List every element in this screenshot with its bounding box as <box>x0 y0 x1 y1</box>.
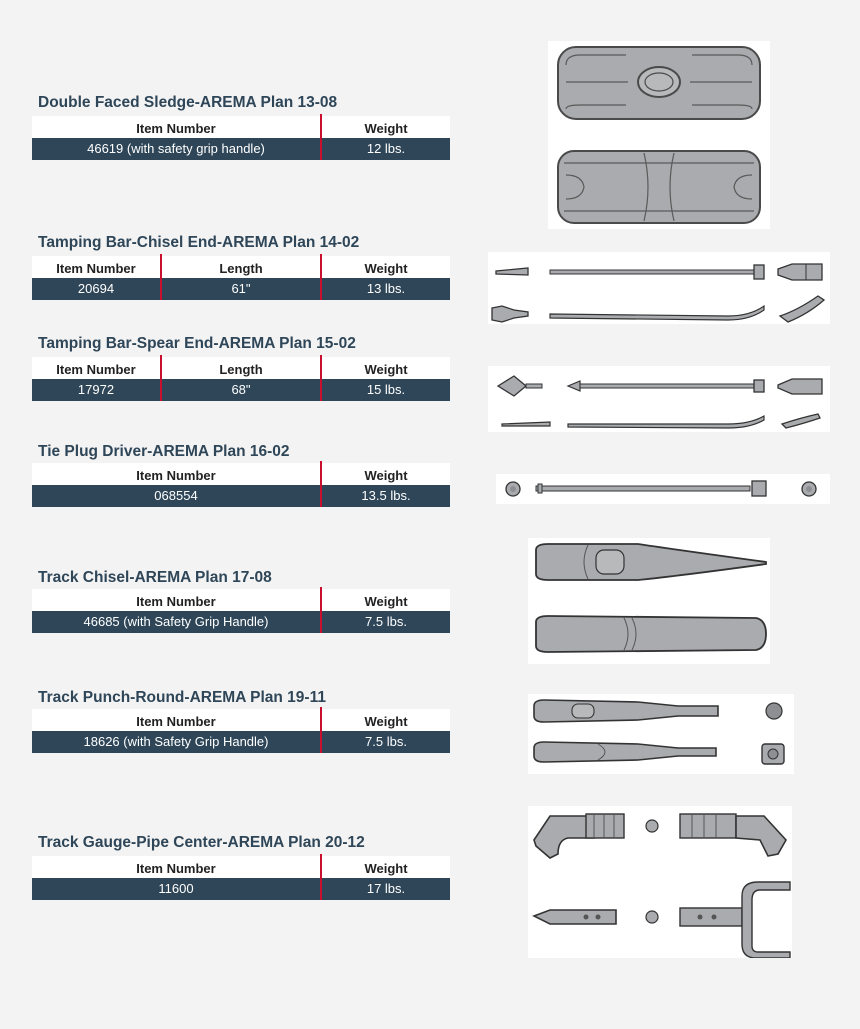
column-divider <box>320 587 322 633</box>
sledge-illustration <box>548 41 770 229</box>
tie-plug-driver-illustration <box>496 474 830 504</box>
table-row <box>32 138 450 160</box>
sledge-side-view <box>558 151 760 223</box>
column-divider <box>160 254 162 300</box>
header-weight: Weight <box>364 468 408 483</box>
tamping-bar-spear-illustration <box>488 366 830 432</box>
table-header <box>32 856 450 878</box>
header-length: Length <box>219 362 263 377</box>
item-number-value: 11600 <box>158 881 194 896</box>
table-row <box>32 278 450 300</box>
table-header <box>32 709 450 731</box>
weight-value: 15 lbs. <box>366 382 406 397</box>
product-title: Track Punch-Round-AREMA Plan 19-11 <box>38 689 326 706</box>
table-header <box>32 463 450 485</box>
table-header <box>32 256 450 278</box>
product-title: Tie Plug Driver-AREMA Plan 16-02 <box>38 443 290 460</box>
sledge-top-view <box>558 47 760 119</box>
track-punch-illustration <box>528 694 794 774</box>
header-length: Length <box>219 261 263 276</box>
tamping-bar-chisel-illustration <box>488 252 830 324</box>
header-weight: Weight <box>364 261 408 276</box>
item-number-value: 46685 (with Safety Grip Handle) <box>83 614 269 629</box>
header-weight: Weight <box>364 714 408 729</box>
item-number-value: 20694 <box>77 281 115 296</box>
weight-value: 12 lbs. <box>366 141 406 156</box>
table-header <box>32 116 450 138</box>
column-divider <box>320 254 322 300</box>
weight-value: 7.5 lbs. <box>365 614 407 629</box>
length-value: 61" <box>231 281 251 296</box>
track-chisel-illustration <box>528 538 770 664</box>
weight-value: 17 lbs. <box>366 881 406 896</box>
item-number-value: 18626 (with Safety Grip Handle) <box>83 734 269 749</box>
header-weight: Weight <box>364 121 408 136</box>
header-weight: Weight <box>364 594 408 609</box>
product-title: Tamping Bar-Chisel End-AREMA Plan 14-02 <box>38 234 360 251</box>
table-row <box>32 878 450 900</box>
product-title: Track Chisel-AREMA Plan 17-08 <box>38 569 272 586</box>
column-divider <box>320 707 322 753</box>
column-divider <box>320 854 322 900</box>
header-item-number: Item Number <box>136 861 216 876</box>
header-item-number: Item Number <box>56 261 136 276</box>
product-title: Double Faced Sledge-AREMA Plan 13-08 <box>38 94 338 111</box>
item-number-value: 068554 <box>154 488 198 503</box>
table-header <box>32 589 450 611</box>
table-header <box>32 357 450 379</box>
item-number-value: 17972 <box>77 382 115 397</box>
product-title: Tamping Bar-Spear End-AREMA Plan 15-02 <box>38 335 356 352</box>
item-number-value: 46619 (with safety grip handle) <box>87 141 265 156</box>
track-gauge-illustration <box>528 806 792 958</box>
table-row <box>32 485 450 507</box>
weight-value: 13 lbs. <box>366 281 406 296</box>
weight-value: 13.5 lbs. <box>361 488 411 503</box>
column-divider <box>320 355 322 401</box>
length-value: 68" <box>231 382 251 397</box>
column-divider <box>160 355 162 401</box>
product-title: Track Gauge-Pipe Center-AREMA Plan 20-12 <box>38 834 365 851</box>
table-row <box>32 379 450 401</box>
header-weight: Weight <box>364 861 408 876</box>
header-item-number: Item Number <box>136 714 216 729</box>
header-item-number: Item Number <box>136 594 216 609</box>
table-row <box>32 611 450 633</box>
header-item-number: Item Number <box>136 121 216 136</box>
weight-value: 7.5 lbs. <box>365 734 407 749</box>
header-weight: Weight <box>364 362 408 377</box>
column-divider <box>320 114 322 160</box>
column-divider <box>320 461 322 507</box>
header-item-number: Item Number <box>136 468 216 483</box>
header-item-number: Item Number <box>56 362 136 377</box>
table-row <box>32 731 450 753</box>
